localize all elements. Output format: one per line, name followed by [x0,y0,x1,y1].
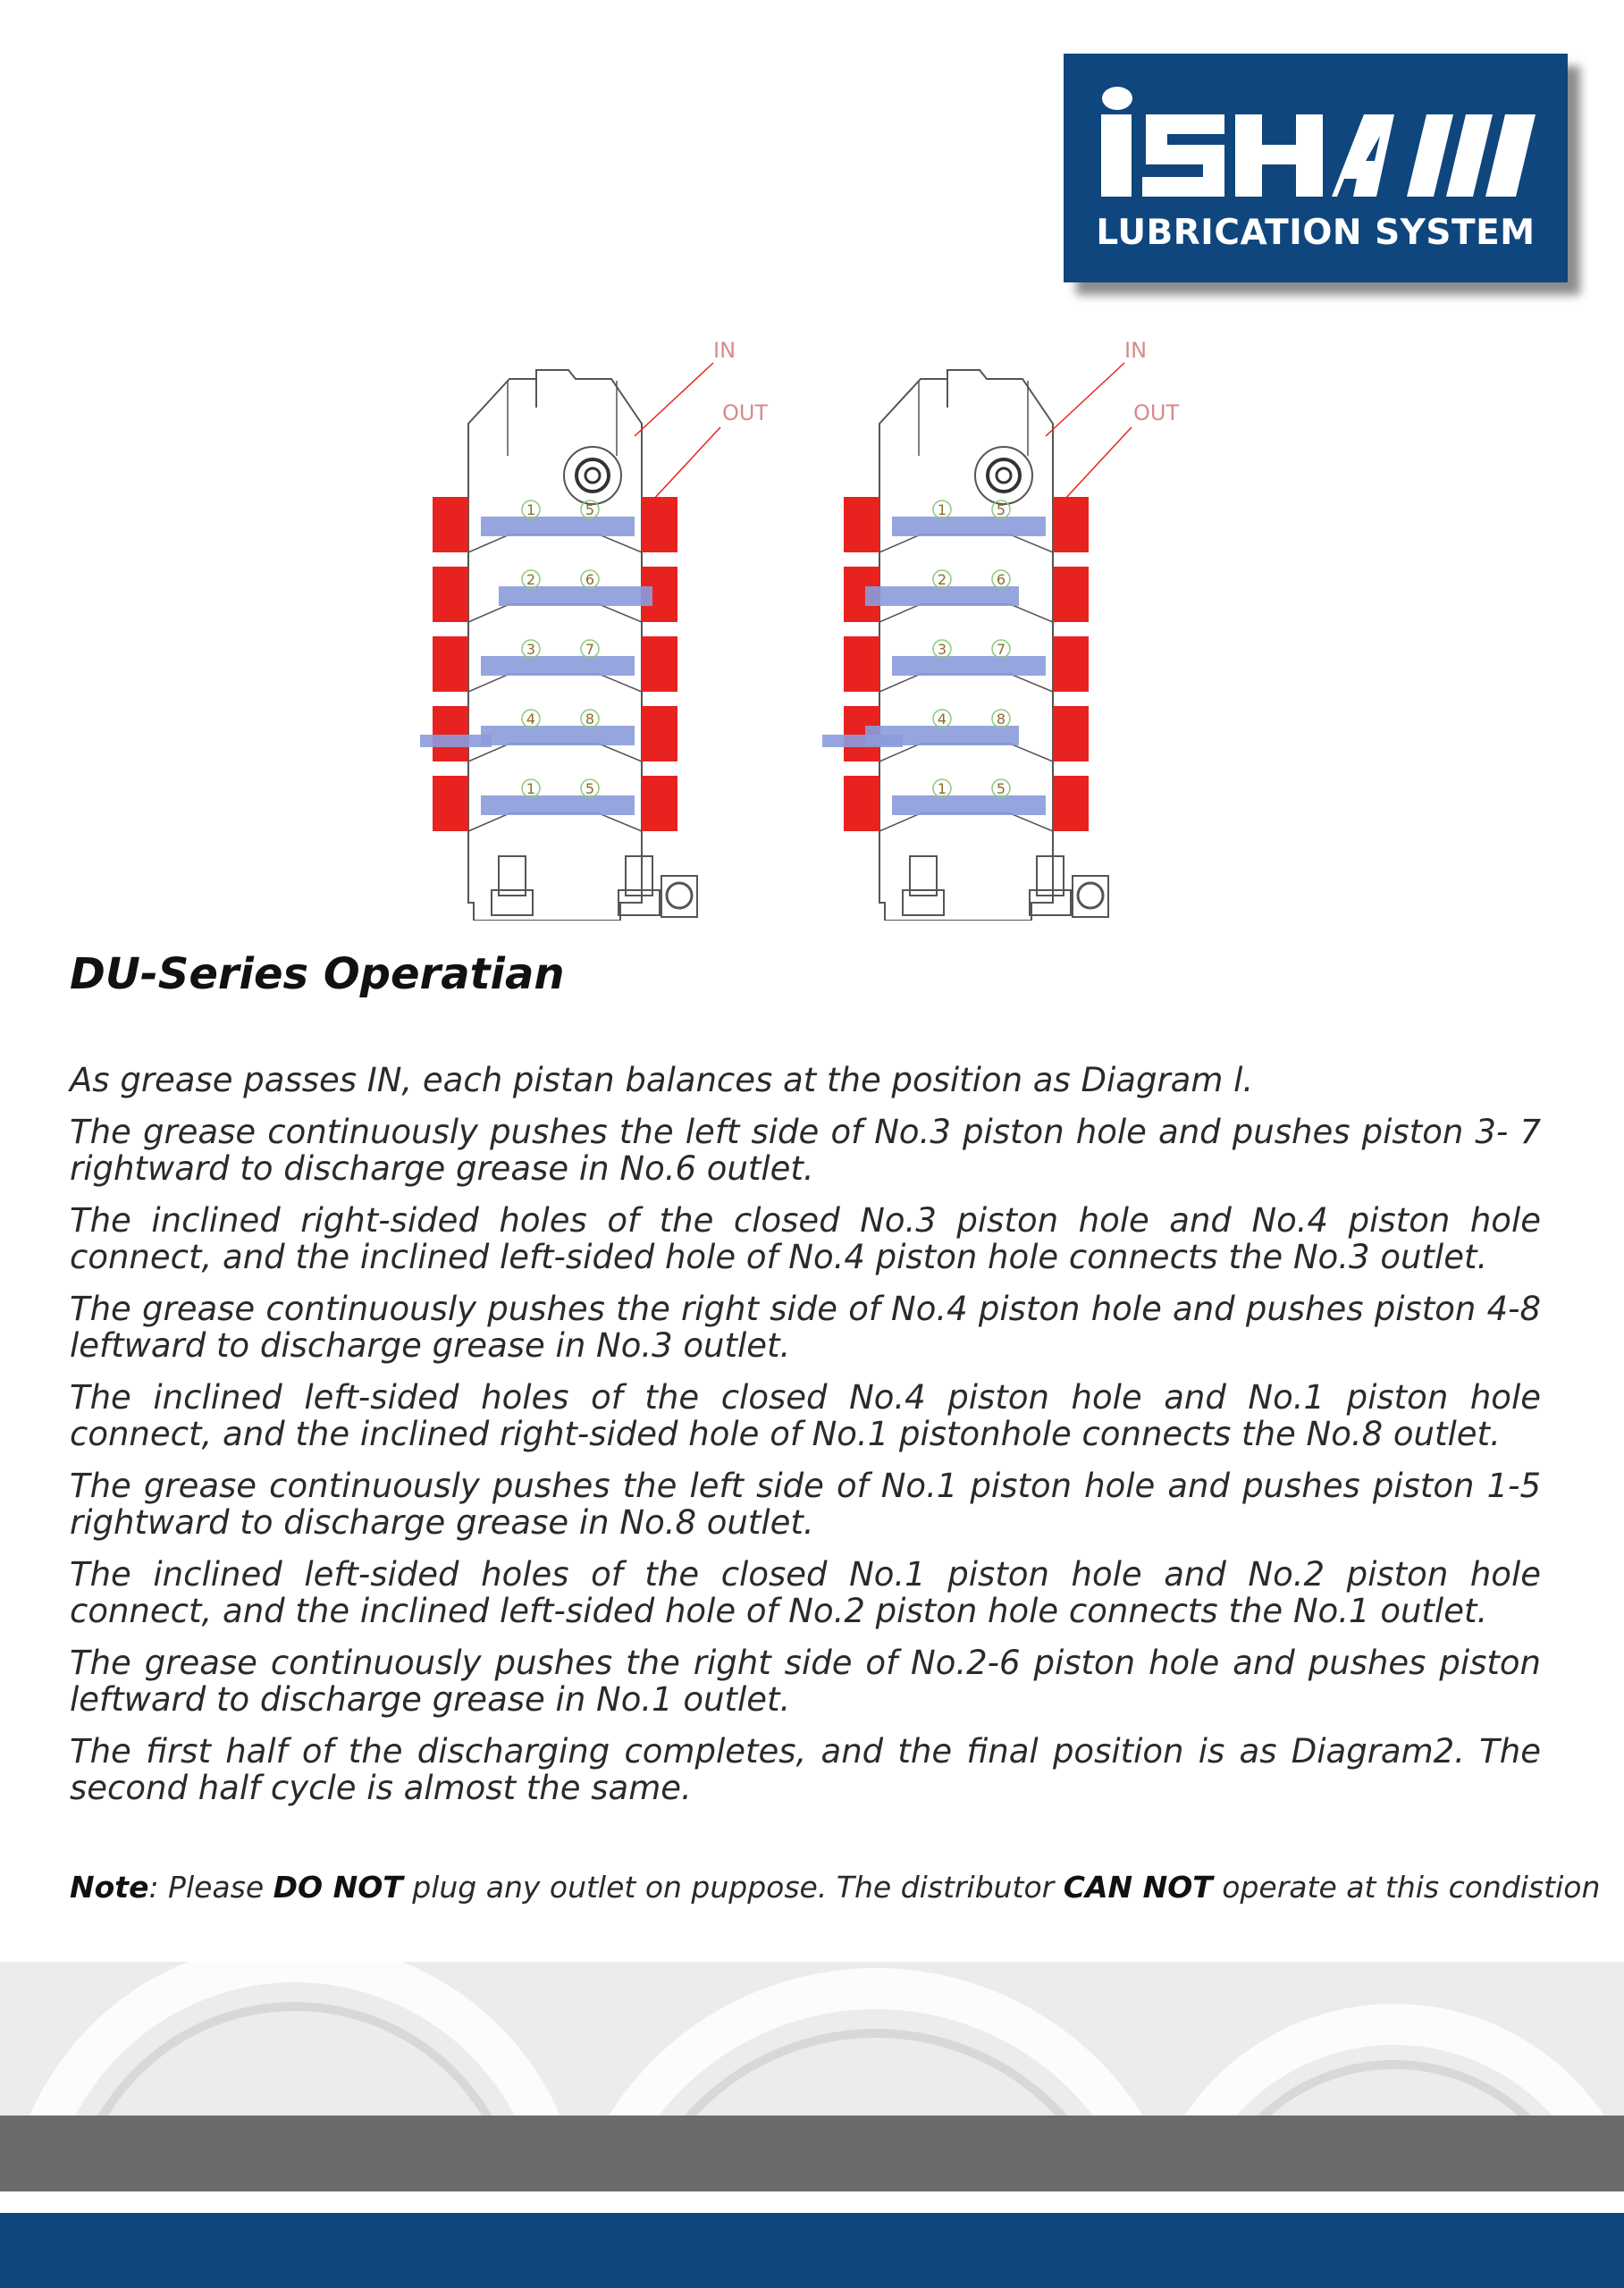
piston-number-right: 6 [585,571,595,588]
out-leader-line [652,427,720,500]
paragraph: The grease continuously pushes the right side of No.4 piston hole and pushes piston 4-8 leftward to discharge grease in No.3 outlet. [70,1290,1541,1365]
in-leader-line [635,363,713,436]
section-heading: DU-Series Operatian [70,949,565,999]
seal-left [433,776,468,831]
note-emphasis: CAN NOT [1063,1870,1213,1905]
piston-number-left: 2 [937,571,947,588]
seal-right [1053,636,1089,692]
out-label: OUT [722,400,769,425]
distributor-diagram [420,338,768,921]
piston-number-left: 4 [937,711,947,728]
piston-bar [499,586,652,606]
piston-number-left: 3 [937,641,947,658]
company-logo [1064,54,1568,282]
seal-left [844,636,879,692]
in-label: IN [713,338,736,363]
piston-number-left: 1 [937,501,947,518]
piston-number-left: 2 [526,571,536,588]
piston-passage [468,604,642,622]
piston-passage [468,534,642,552]
paragraph: The grease continuously pushes the left side of No.3 piston hole and pushes piston 3- 7 rightward to discharge grease in No.6 outlet. [70,1113,1541,1188]
distributor-diagrams-svg [420,331,1207,921]
piston-passage [879,604,1053,622]
piston-number-right: 7 [996,641,1006,658]
seal-right [642,636,677,692]
piston-number-left: 3 [526,641,536,658]
seal-right [1053,567,1089,622]
seal-left [433,636,468,692]
paragraph: As grease passes IN, each pistan balances at the position as Diagram l. [70,1061,1254,1099]
note-emphasis: DO NOT [273,1870,403,1905]
paragraph: The inclined left-sided holes of the closed No.1 piston hole and No.2 piston hole connect, and the inclined left-sided hole of No.2 piston hole connects the No.1 outlet. [70,1555,1541,1630]
seal-right [642,706,677,761]
piston-passage [879,534,1053,552]
piston-bar [892,517,1046,536]
piston-bar [481,517,635,536]
seal-left [433,706,468,761]
piston-passage [468,813,642,831]
piston-number-right: 7 [585,641,595,658]
piston-number-left: 4 [526,711,536,728]
seal-left [844,776,879,831]
paragraph: The grease continuously pushes the right side of No.2-6 piston hole and pushes piston leftward to discharge grease in No.1 outlet. [70,1644,1541,1719]
piston-bar [481,795,635,815]
seal-left [844,497,879,552]
out-leader-line [1064,427,1132,500]
footer-blue-bar [0,2213,1624,2288]
piston-number-right: 6 [996,571,1006,588]
seal-right [1053,497,1089,552]
note-text: operate at this condistion [1212,1870,1601,1905]
distributor-diagram [822,338,1179,921]
piston-passage [468,744,642,761]
feed-line [822,735,903,747]
seal-right [1053,706,1089,761]
seal-left [433,497,468,552]
piston-number-right: 5 [585,501,595,518]
paragraph: The first half of the discharging completes, and the final position is as Diagram2. The second half cycle is almost the same. [70,1732,1541,1807]
paragraph: The inclined left-sided holes of the closed No.4 piston hole and No.1 piston hole connect, and the inclined right-sided hole of No.1 pistonhole connects the No.8 outlet. [70,1378,1541,1453]
paragraph: The inclined right-sided holes of the closed No.3 piston hole and No.4 piston hole connect, and the inclined left-sided hole of No.4 piston hole connects the No.3 outlet. [70,1201,1541,1276]
in-label: IN [1124,338,1148,363]
distributor-diagrams [420,331,1207,921]
out-label: OUT [1133,400,1180,425]
note-text: plug any outlet on puppose. The distributor [402,1870,1064,1905]
piston-number-right: 5 [996,780,1006,797]
seal-right [642,497,677,552]
piston-number-left: 1 [937,780,947,797]
note-text: : Please [148,1870,273,1905]
paragraph: The grease continuously pushes the left side of No.1 piston hole and pushes piston 1-5 rightward to discharge grease in No.8 outlet. [70,1467,1541,1542]
footer-gray-bar [0,2116,1624,2191]
piston-passage [879,674,1053,692]
piston-number-left: 1 [526,780,536,797]
note-line [70,1870,1600,1905]
piston-number-left: 1 [526,501,536,518]
logo-subtitle: LUBRICATION SYSTEM [1096,213,1536,253]
piston-bar [892,795,1046,815]
in-leader-line [1046,363,1124,436]
piston-number-right: 5 [585,780,595,797]
seal-right [642,776,677,831]
piston-passage [468,674,642,692]
piston-bar [481,726,635,745]
operation-description [70,1062,1541,1821]
piston-number-right: 8 [585,711,595,728]
feed-line [420,735,492,747]
piston-bar [481,656,635,676]
seal-left [433,567,468,622]
seal-right [1053,776,1089,831]
piston-bar [892,656,1046,676]
note-label: Note [70,1870,149,1905]
piston-bar [865,586,1019,606]
piston-number-right: 8 [996,711,1006,728]
piston-passage [879,744,1053,761]
piston-passage [879,813,1053,831]
piston-number-right: 5 [996,501,1006,518]
